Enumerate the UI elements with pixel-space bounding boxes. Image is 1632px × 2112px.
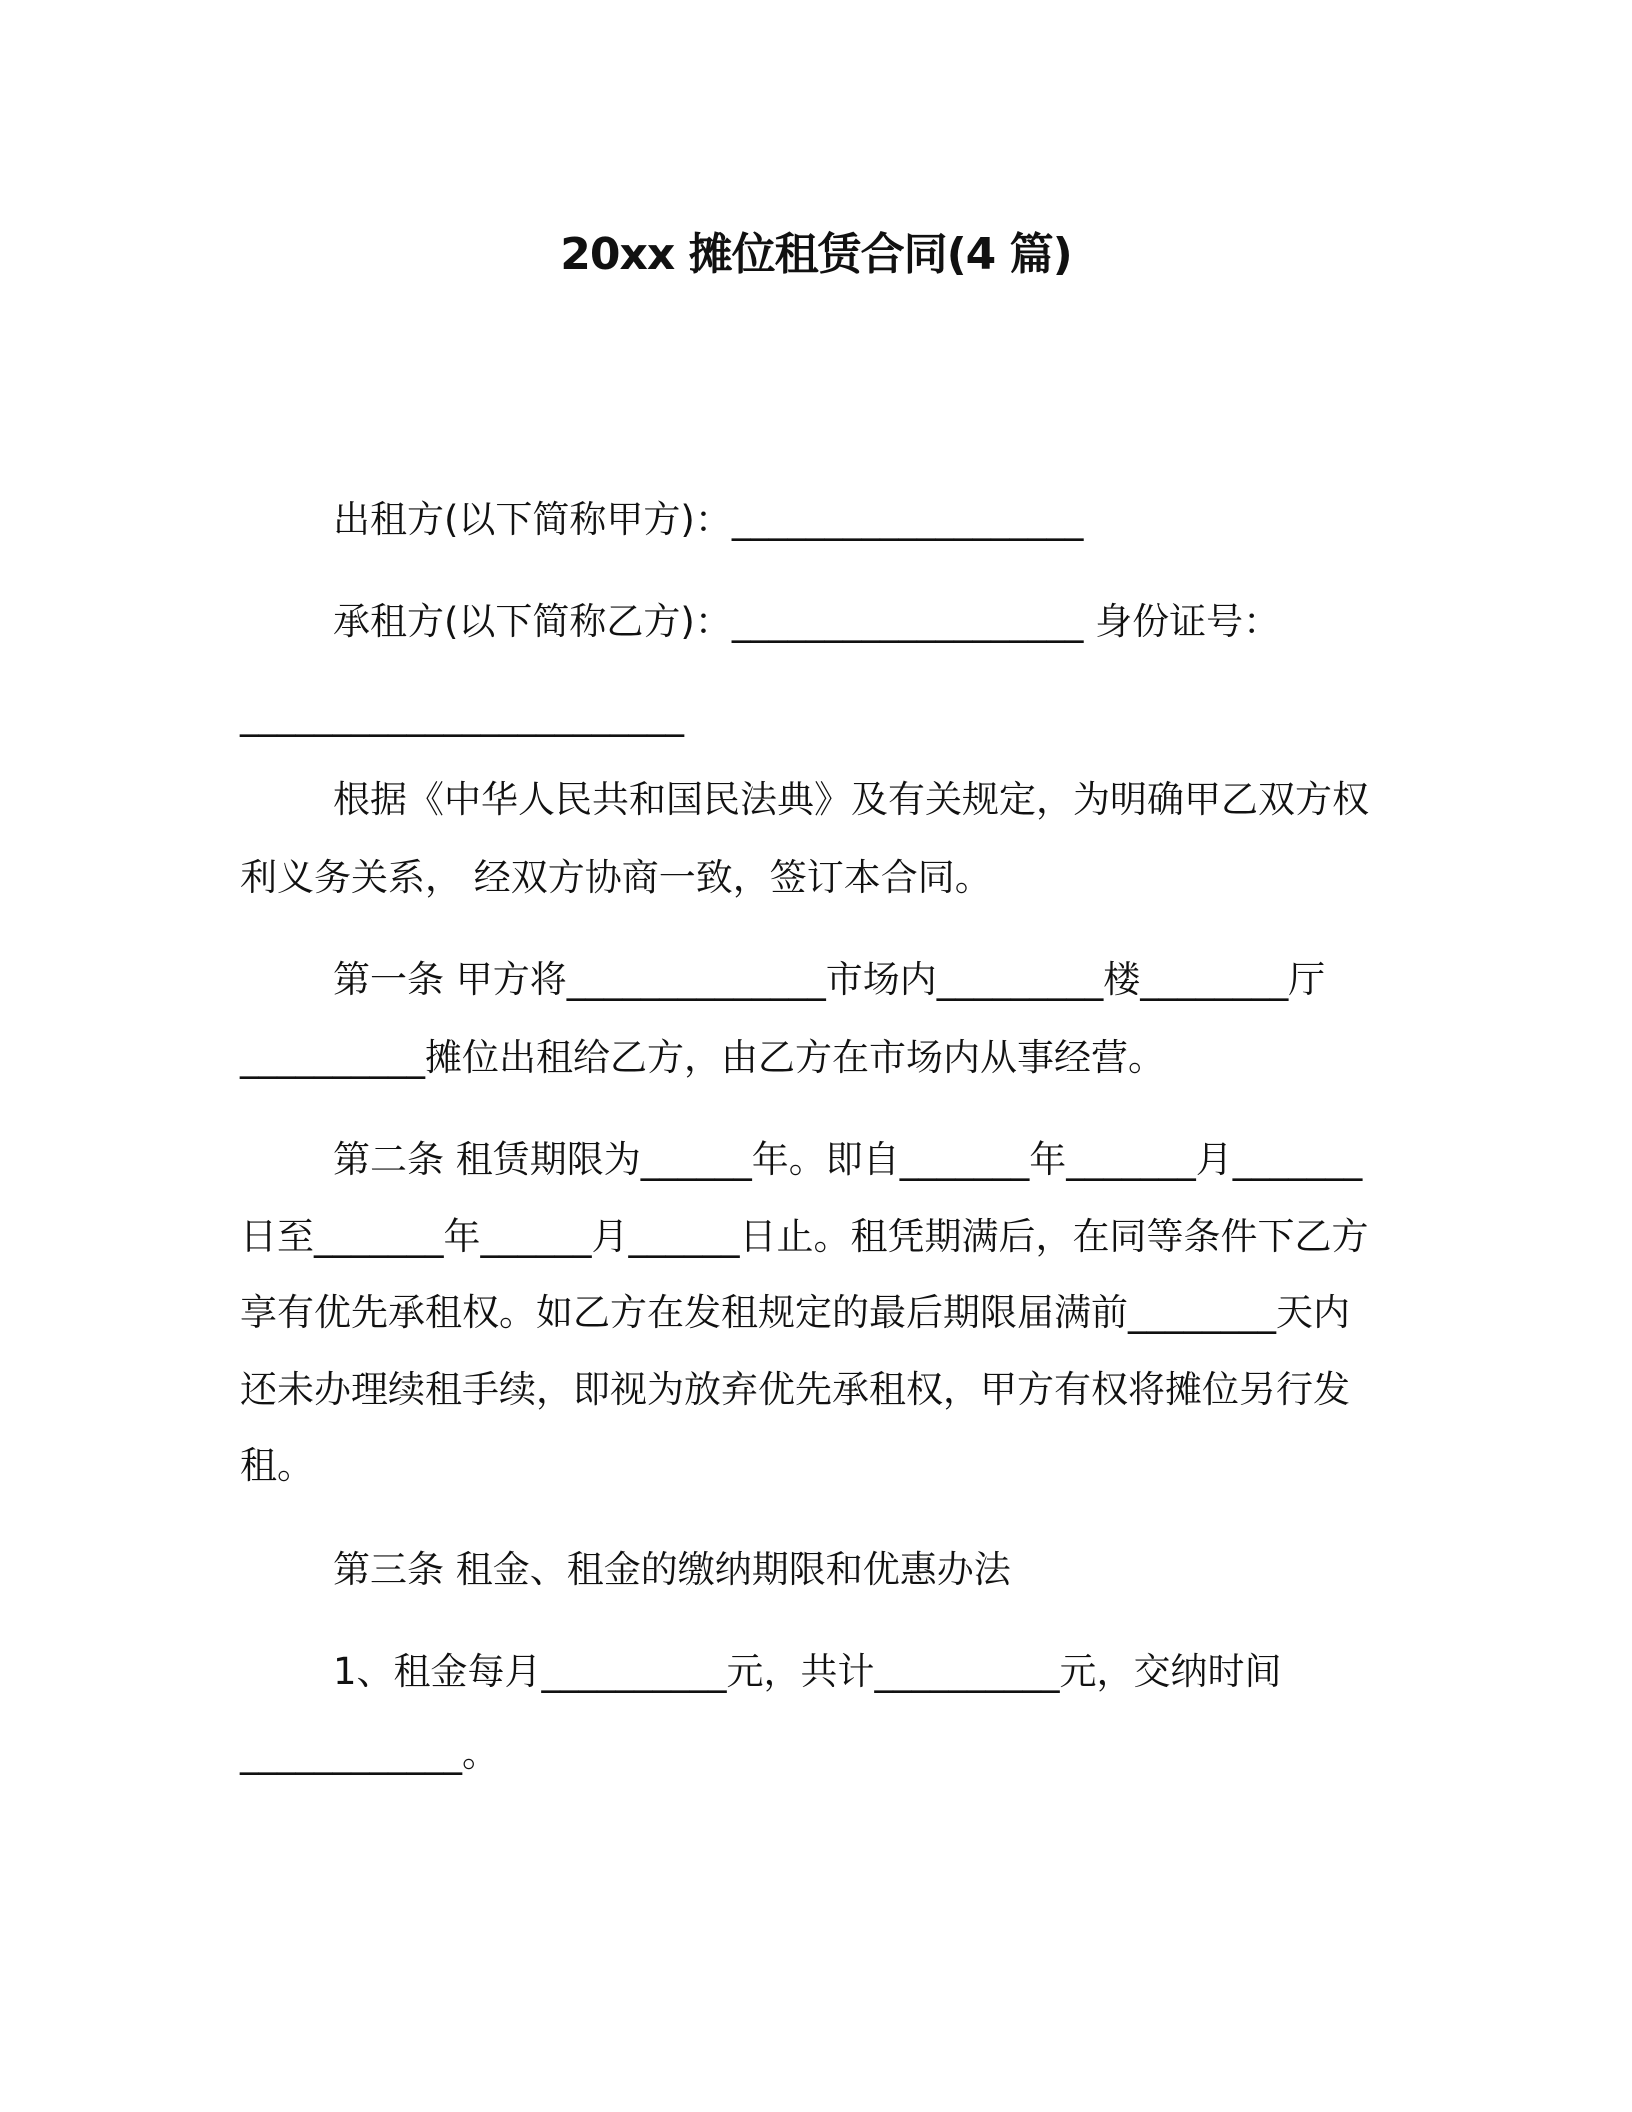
preamble-line-1: 根据《中华人民共和国民法典》及有关规定，为明确甲乙双方权 [333, 778, 1369, 821]
rent-clause-line-1: 1、租金每月__________元，共计__________元，交纳时间 [333, 1650, 1282, 1693]
article-1-line-1: 第一条 甲方将______________市场内_________楼________厅 [333, 958, 1326, 1001]
article-2-line-1: 第二条 租赁期限为______年。即自_______年_______月_______ [333, 1138, 1363, 1181]
document-title: 20xx 摊位租赁合同(4 篇) [560, 229, 1072, 280]
article-3-heading: 第三条 租金、租金的缴纳期限和优惠办法 [333, 1548, 1011, 1591]
lessor-line: 出租方(以下简称甲方)：___________________ [333, 498, 1084, 541]
article-2-line-2: 日至_______年______月______日止。租凭期满后，在同等条件下乙方 [240, 1215, 1369, 1258]
article-2-line-4: 还未办理续租手续，即视为放弃优先承租权，甲方有权将摊位另行发 [240, 1368, 1350, 1411]
article-2-line-5: 租。 [240, 1444, 314, 1487]
id-number-blank: ________________________ [240, 694, 684, 737]
article-1-line-2: __________摊位出租给乙方，由乙方在市场内从事经营。 [240, 1036, 1165, 1079]
preamble-line-2: 利义务关系， 经双方协商一致，签订本合同。 [240, 856, 992, 899]
rent-clause-line-2: ____________。 [240, 1732, 499, 1775]
article-2-line-3: 享有优先承租权。如乙方在发租规定的最后期限届满前________天内 [240, 1291, 1350, 1334]
lessee-line: 承租方(以下简称乙方)：___________________ 身份证号： [333, 600, 1281, 643]
